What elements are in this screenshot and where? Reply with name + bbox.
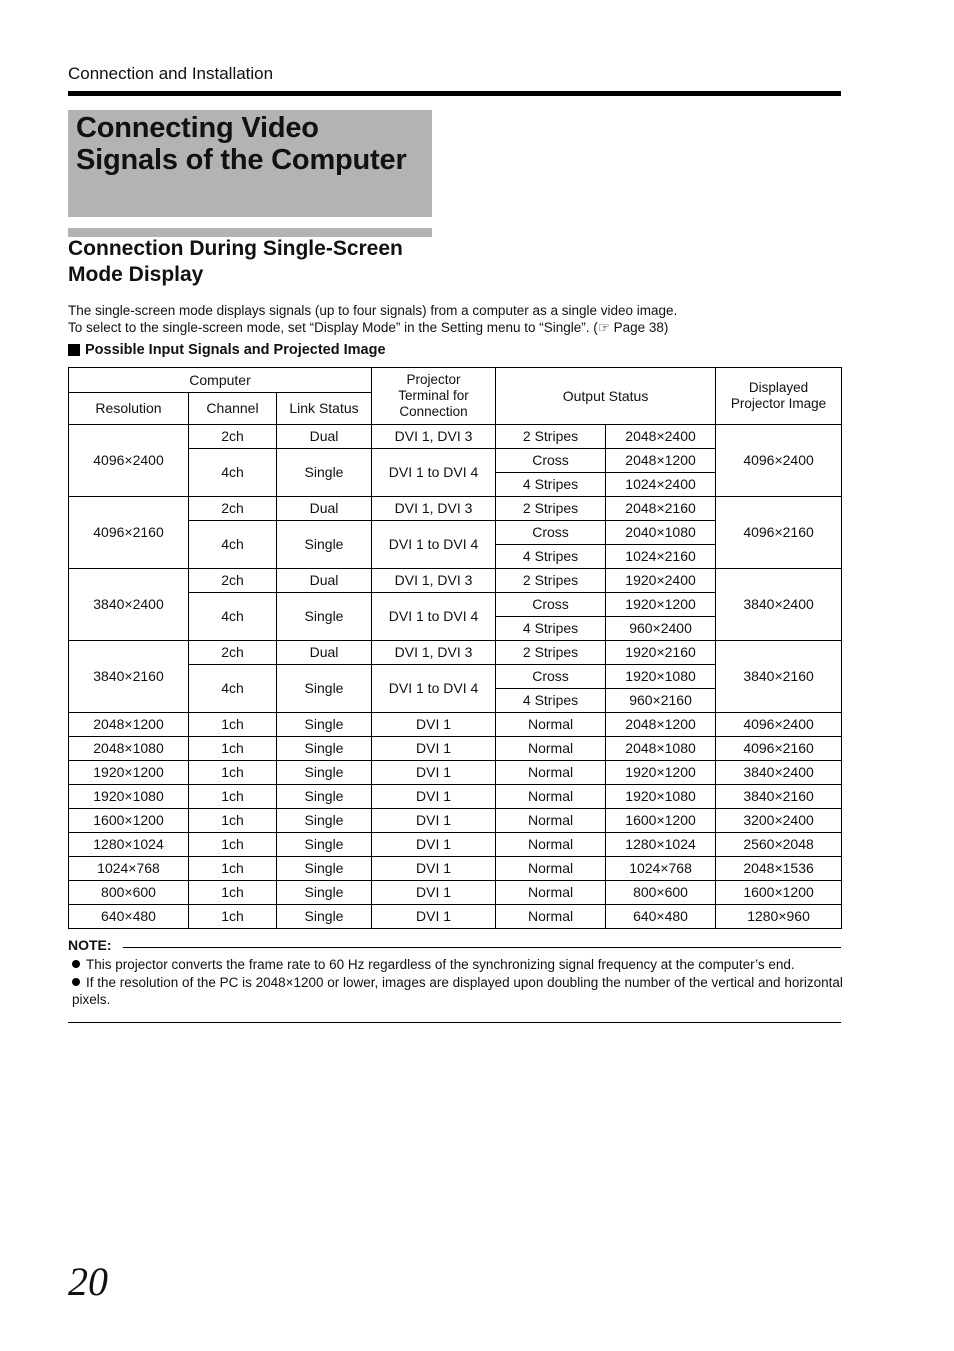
- link-status-cell: Single: [277, 761, 372, 785]
- channel-cell: 1ch: [189, 881, 277, 905]
- table-row: [69, 761, 842, 785]
- output-mode-cell: Cross: [496, 593, 606, 617]
- terminal-cell: DVI 1: [372, 905, 496, 929]
- terminal-cell: DVI 1 to DVI 4: [372, 665, 496, 713]
- displayed-image-cell: 4096×2400: [716, 713, 842, 737]
- output-resolution-cell: 1920×1200: [606, 593, 716, 617]
- link-status-cell: Single: [277, 593, 372, 641]
- note-list: [72, 956, 844, 1009]
- displayed-image-cell: 4096×2160: [716, 737, 842, 761]
- table-row: [69, 857, 842, 881]
- output-resolution-cell: 800×600: [606, 881, 716, 905]
- output-resolution-cell: 2040×1080: [606, 521, 716, 545]
- signal-table-header: [69, 368, 842, 425]
- table-row: [69, 785, 842, 809]
- channel-cell: 1ch: [189, 785, 277, 809]
- output-mode-cell: Normal: [496, 761, 606, 785]
- output-mode-cell: 4 Stripes: [496, 617, 606, 641]
- channel-cell: 4ch: [189, 449, 277, 497]
- link-status-cell: Single: [277, 665, 372, 713]
- table-row: [69, 881, 842, 905]
- subtitle-line-1: Connection During Single-Screen: [68, 237, 403, 260]
- note-item: If the resolution of the PC is 2048×1200 or lower, images are displayed upon doubling the number of the vertical and horizontal pixels.: [72, 974, 843, 1007]
- output-resolution-cell: 1600×1200: [606, 809, 716, 833]
- section-label: Connection and Installation: [68, 64, 274, 83]
- table-row: [69, 809, 842, 833]
- displayed-image-cell: 3840×2400: [716, 569, 842, 641]
- terminal-cell: DVI 1: [372, 809, 496, 833]
- output-mode-cell: Normal: [496, 881, 606, 905]
- link-status-cell: Single: [277, 833, 372, 857]
- subtitle-line-2: Mode Display: [68, 263, 204, 286]
- resolution-cell: 1024×768: [69, 857, 189, 881]
- output-resolution-cell: 1920×2400: [606, 569, 716, 593]
- terminal-cell: DVI 1, DVI 3: [372, 641, 496, 665]
- intro-text: [68, 303, 677, 336]
- displayed-image-cell: 2048×1536: [716, 857, 842, 881]
- channel-cell: 2ch: [189, 569, 277, 593]
- output-mode-cell: 2 Stripes: [496, 425, 606, 449]
- resolution-cell: 1280×1024: [69, 833, 189, 857]
- section-subtitle: [68, 236, 403, 288]
- header-terminal-line-2: Terminal for: [398, 388, 469, 403]
- terminal-cell: DVI 1 to DVI 4: [372, 449, 496, 497]
- displayed-image-cell: 4096×2160: [716, 497, 842, 569]
- note-label: NOTE:: [68, 937, 112, 953]
- terminal-cell: DVI 1: [372, 737, 496, 761]
- output-resolution-cell: 1024×768: [606, 857, 716, 881]
- output-mode-cell: 4 Stripes: [496, 545, 606, 569]
- displayed-image-cell: 3840×2160: [716, 641, 842, 713]
- table-row: [69, 497, 842, 521]
- output-resolution-cell: 1024×2160: [606, 545, 716, 569]
- output-resolution-cell: 960×2160: [606, 689, 716, 713]
- terminal-cell: DVI 1, DVI 3: [372, 497, 496, 521]
- terminal-cell: DVI 1: [372, 857, 496, 881]
- displayed-image-cell: 1600×1200: [716, 881, 842, 905]
- output-mode-cell: Cross: [496, 521, 606, 545]
- output-resolution-cell: 1920×2160: [606, 641, 716, 665]
- channel-cell: 1ch: [189, 737, 277, 761]
- resolution-cell: 1600×1200: [69, 809, 189, 833]
- displayed-image-cell: 3840×2400: [716, 761, 842, 785]
- output-resolution-cell: 2048×1200: [606, 449, 716, 473]
- channel-cell: 1ch: [189, 761, 277, 785]
- signal-table: [68, 367, 842, 929]
- resolution-cell: 800×600: [69, 881, 189, 905]
- output-mode-cell: Normal: [496, 737, 606, 761]
- header-terminal-line-1: Projector: [406, 372, 461, 387]
- terminal-cell: DVI 1: [372, 785, 496, 809]
- terminal-cell: DVI 1: [372, 881, 496, 905]
- output-mode-cell: Normal: [496, 785, 606, 809]
- output-resolution-cell: 1920×1080: [606, 665, 716, 689]
- header-computer: Computer: [69, 368, 372, 393]
- header-resolution: Resolution: [69, 393, 189, 425]
- displayed-image-cell: 3200×2400: [716, 809, 842, 833]
- output-resolution-cell: 2048×1080: [606, 737, 716, 761]
- header-displayed-line-1: Displayed: [748, 380, 809, 395]
- page-title-line-1: Connecting Video: [76, 112, 319, 144]
- table-caption: [68, 342, 386, 358]
- bullet-icon: [72, 960, 80, 968]
- output-mode-cell: Normal: [496, 713, 606, 737]
- header-displayed-image: [716, 368, 842, 425]
- terminal-cell: DVI 1: [372, 833, 496, 857]
- output-resolution-cell: 960×2400: [606, 617, 716, 641]
- channel-cell: 1ch: [189, 809, 277, 833]
- table-row: [69, 833, 842, 857]
- resolution-cell: 4096×2160: [69, 497, 189, 569]
- table-caption-text: Possible Input Signals and Projected Image: [85, 342, 386, 358]
- channel-cell: 2ch: [189, 425, 277, 449]
- link-status-cell: Single: [277, 809, 372, 833]
- output-mode-cell: 4 Stripes: [496, 473, 606, 497]
- channel-cell: 4ch: [189, 593, 277, 641]
- resolution-cell: 3840×2160: [69, 641, 189, 713]
- output-mode-cell: Cross: [496, 665, 606, 689]
- resolution-cell: 640×480: [69, 905, 189, 929]
- channel-cell: 1ch: [189, 713, 277, 737]
- displayed-image-cell: 4096×2400: [716, 425, 842, 497]
- output-mode-cell: Normal: [496, 905, 606, 929]
- intro-line-2: To select to the single-screen mode, set “Display Mode” in the Setting menu to “Single”. (☞ Page 38): [68, 319, 669, 335]
- signal-table-body: [69, 425, 842, 929]
- terminal-cell: DVI 1 to DVI 4: [372, 593, 496, 641]
- link-status-cell: Dual: [277, 497, 372, 521]
- displayed-image-cell: 3840×2160: [716, 785, 842, 809]
- output-resolution-cell: 1280×1024: [606, 833, 716, 857]
- terminal-cell: DVI 1, DVI 3: [372, 425, 496, 449]
- output-resolution-cell: 640×480: [606, 905, 716, 929]
- resolution-cell: 4096×2400: [69, 425, 189, 497]
- resolution-cell: 2048×1080: [69, 737, 189, 761]
- bottom-rule: [68, 1022, 841, 1023]
- output-mode-cell: Normal: [496, 857, 606, 881]
- link-status-cell: Single: [277, 737, 372, 761]
- terminal-cell: DVI 1: [372, 713, 496, 737]
- resolution-cell: 1920×1080: [69, 785, 189, 809]
- output-mode-cell: Normal: [496, 833, 606, 857]
- channel-cell: 1ch: [189, 833, 277, 857]
- header-projector-terminal: [372, 368, 496, 425]
- page-title-line-2: Signals of the Computer: [76, 144, 407, 176]
- page-number: 20: [68, 1259, 108, 1304]
- resolution-cell: 3840×2400: [69, 569, 189, 641]
- header-link-status: Link Status: [277, 393, 372, 425]
- link-status-cell: Dual: [277, 425, 372, 449]
- channel-cell: 1ch: [189, 905, 277, 929]
- header-displayed-line-2: Projector Image: [730, 396, 827, 411]
- table-row: [69, 713, 842, 737]
- link-status-cell: Single: [277, 857, 372, 881]
- link-status-cell: Single: [277, 521, 372, 569]
- channel-cell: 2ch: [189, 497, 277, 521]
- note-rule: [123, 947, 841, 948]
- output-mode-cell: 2 Stripes: [496, 497, 606, 521]
- displayed-image-cell: 1280×960: [716, 905, 842, 929]
- output-mode-cell: 2 Stripes: [496, 641, 606, 665]
- channel-cell: 4ch: [189, 665, 277, 713]
- link-status-cell: Dual: [277, 569, 372, 593]
- header-channel: Channel: [189, 393, 277, 425]
- table-row: [69, 425, 842, 449]
- square-bullet-icon: [68, 344, 80, 356]
- output-resolution-cell: 1024×2400: [606, 473, 716, 497]
- channel-cell: 1ch: [189, 857, 277, 881]
- link-status-cell: Dual: [277, 641, 372, 665]
- link-status-cell: Single: [277, 881, 372, 905]
- intro-line-1: The single-screen mode displays signals (up to four signals) from a computer as a single video image.: [68, 303, 678, 318]
- output-mode-cell: Cross: [496, 449, 606, 473]
- page-title: [68, 110, 432, 217]
- link-status-cell: Single: [277, 785, 372, 809]
- link-status-cell: Single: [277, 905, 372, 929]
- header-terminal-line-3: Connection: [399, 404, 468, 419]
- note-item: This projector converts the frame rate to 60 Hz regardless of the synchronizing signal frequency at the computer’s end.: [72, 956, 844, 974]
- channel-cell: 2ch: [189, 641, 277, 665]
- output-resolution-cell: 2048×2160: [606, 497, 716, 521]
- resolution-cell: 1920×1200: [69, 761, 189, 785]
- output-resolution-cell: 2048×2400: [606, 425, 716, 449]
- terminal-cell: DVI 1 to DVI 4: [372, 521, 496, 569]
- output-resolution-cell: 1920×1200: [606, 761, 716, 785]
- output-resolution-cell: 2048×1200: [606, 713, 716, 737]
- terminal-cell: DVI 1, DVI 3: [372, 569, 496, 593]
- resolution-cell: 2048×1200: [69, 713, 189, 737]
- table-row: [69, 569, 842, 593]
- top-rule: [68, 91, 841, 96]
- output-mode-cell: 2 Stripes: [496, 569, 606, 593]
- table-row: [69, 641, 842, 665]
- bullet-icon: [72, 978, 80, 986]
- link-status-cell: Single: [277, 449, 372, 497]
- header-output-status: Output Status: [496, 368, 716, 425]
- link-status-cell: Single: [277, 713, 372, 737]
- channel-cell: 4ch: [189, 521, 277, 569]
- terminal-cell: DVI 1: [372, 761, 496, 785]
- output-resolution-cell: 1920×1080: [606, 785, 716, 809]
- output-mode-cell: Normal: [496, 809, 606, 833]
- table-row: [69, 737, 842, 761]
- displayed-image-cell: 2560×2048: [716, 833, 842, 857]
- output-mode-cell: 4 Stripes: [496, 689, 606, 713]
- table-row: [69, 905, 842, 929]
